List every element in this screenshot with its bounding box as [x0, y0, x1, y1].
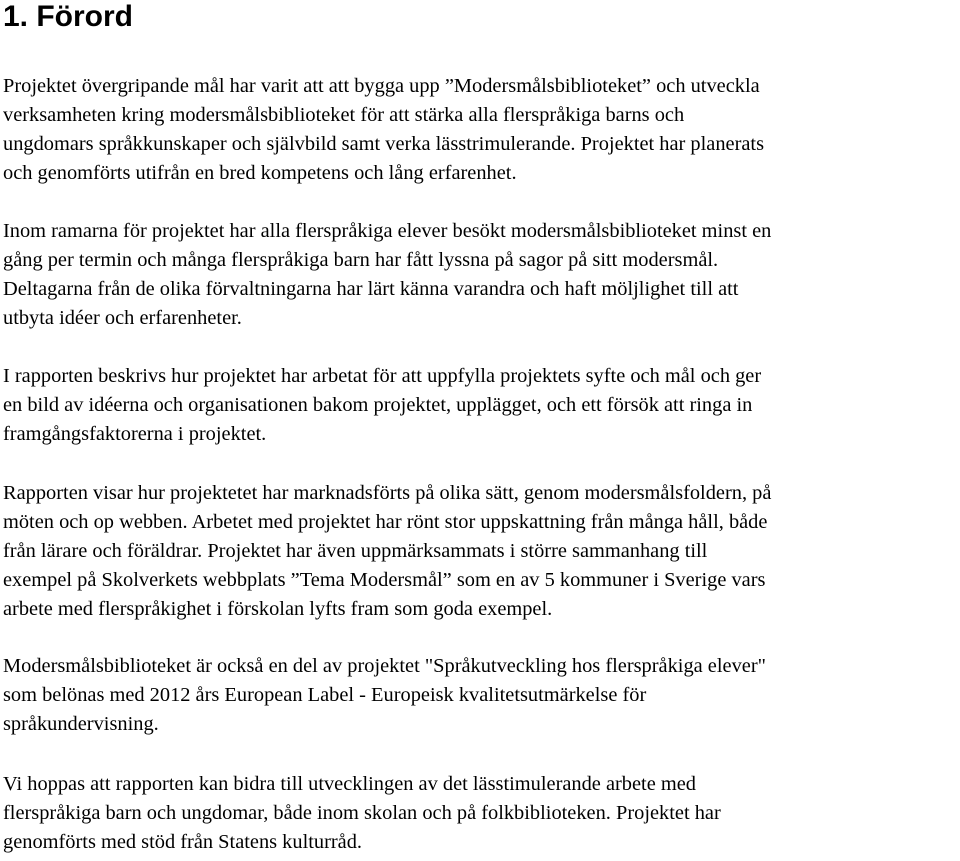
paragraph-project-scope: [3, 217, 771, 333]
text-line: arbete med flerspråkighet i förskolan lyfts fram som goda exempel.: [3, 598, 553, 620]
text-line: utbyta idéer och erfarenheter.: [3, 307, 242, 329]
text-line: språkundervisning.: [3, 713, 159, 735]
text-line: ungdomars språkkunskaper och självbild samt verka lässtrimulerande. Projektet har planerats: [3, 133, 765, 155]
text-line: Projektet övergripande mål har varit att att bygga upp ”Modersmålsbiblioteket” och utveckla: [3, 75, 760, 97]
text-line: en bild av idéerna och organisationen bakom projektet, upplägget, och ett försök att ringa in: [3, 394, 753, 416]
text-line: Vi hoppas att rapporten kan bidra till utvecklingen av det lässtimulerande arbete med: [3, 773, 696, 795]
text-line: verksamheten kring modersmålsbiblioteket för att stärka alla flerspråkiga barns och: [3, 104, 685, 126]
text-line: Inom ramarna för projektet har alla flerspråkiga elever besökt modersmålsbiblioteket minst en: [3, 220, 772, 242]
section-heading: 1. Förord: [3, 0, 134, 33]
text-line: Deltagarna från de olika förvaltningarna har lärt känna varandra och haft möljlighet till att: [3, 278, 739, 300]
paragraph-project-goal: [3, 72, 764, 188]
text-line: framgångsfaktorerna i projektet.: [3, 423, 267, 445]
text-line: gång per termin och många flerspråkiga barn har fått lyssna på sagor på sitt modersmål.: [3, 249, 719, 271]
paragraph-report-description: [3, 362, 761, 449]
text-line: I rapporten beskrivs hur projektet har arbetat för att uppfylla projektets syfte och mål och ger: [3, 365, 762, 387]
text-line: möten och op webben. Arbetet med projektet har rönt stor uppskattning från många håll, både: [3, 511, 768, 533]
paragraph-marketing: [3, 479, 771, 624]
text-line: från lärare och föräldrar. Projektet har även uppmärksammats i större sammanhang till: [3, 540, 708, 562]
text-line: Rapporten visar hur projektetet har marknadsförts på olika sätt, genom modersmålsfoldern, på: [3, 482, 772, 504]
text-line: som belönas med 2012 års European Label - Europeisk kvalitetsutmärkelse för: [3, 684, 647, 706]
text-line: och genomförts utifrån en bred kompetens och lång erfarenhet.: [3, 162, 517, 184]
paragraph-closing: [3, 770, 721, 857]
text-line: exempel på Skolverkets webbplats ”Tema Modersmål” som en av 5 kommuner i Sverige vars: [3, 569, 766, 591]
paragraph-european-label: [3, 652, 766, 739]
text-line: genomförts med stöd från Statens kulturråd.: [3, 831, 363, 853]
text-line: Modersmålsbiblioteket är också en del av projektet "Språkutveckling hos flerspråkiga elever": [3, 655, 766, 677]
text-line: flerspråkiga barn och ungdomar, både inom skolan och på folkbiblioteken. Projektet har: [3, 802, 721, 824]
